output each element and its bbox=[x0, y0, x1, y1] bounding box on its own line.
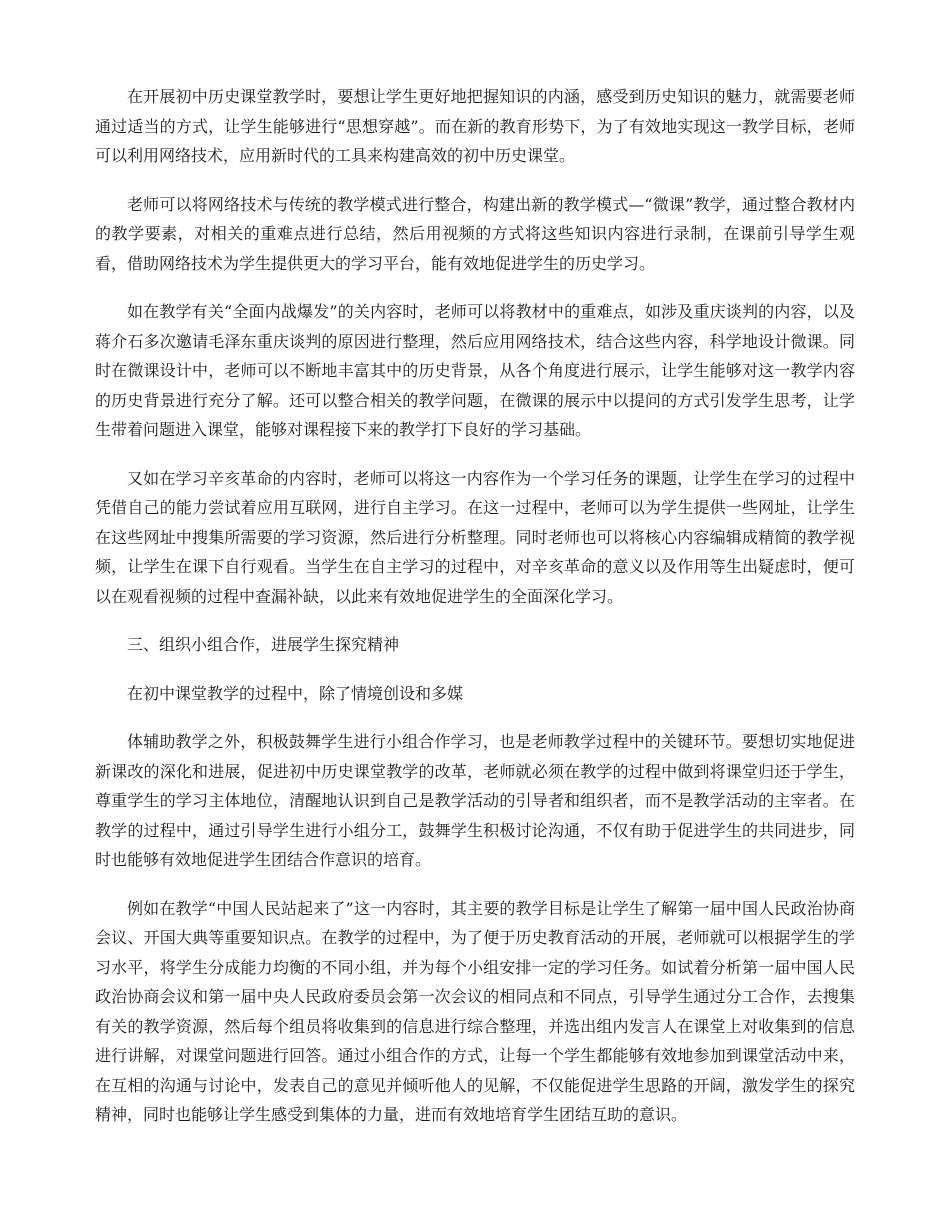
paragraph-1: 在开展初中历史课堂教学时，要想让学生更好地把握知识的内涵，感受到历史知识的魅力，就需要老师通过适当的方式，让学生能够进行“思想穿越”。而在新的教育形势下，为了有效地实现这一教学目标，老师可以利用网络技术，应用新时代的工具来构建高效的初中历史课堂。 bbox=[95, 87, 855, 165]
paragraph-4: 又如在学习辛亥革命的内容时，老师可以将这一内容作为一个学习任务的课题，让学生在学习的过程中凭借自己的能力尝试着应用互联网，进行自主学习。在这一过程中，老师可以为学生提供一些网址，让学生在这些网址中搜集所需要的学习资源，然后进行分析整理。同时老师也可以将核心内容编辑成精简的教学视频，让学生在课下自行观看。当学生在自主学习的过程中，对辛亥革命的意义以及作用等生出疑虑时，便可以在观看视频的过程中查漏补缺，以此来有效地促进学生的全面深化学习。 bbox=[95, 468, 855, 606]
document-page bbox=[95, 82, 855, 1149]
paragraph-7: 例如在教学“中国人民站起来了”这一内容时，其主要的教学目标是让学生了解第一届中国人民政治协商会议、开国大典等重要知识点。在教学的过程中，为了便于历史教育活动的开展，老师就可以根据学生的学习水平，将学生分成能力均衡的不同小组，并为每个小组安排一定的学习任务。如试着分析第一届中国人民政治协商会议和第一届中央人民政府委员会第一次会议的相同点和不同点，引导学生通过分工合作，去搜集有关的教学资源，然后每个组员将收集到的信息进行综合整理，并选出组内发言人在课堂上对收集到的信息进行讲解，对课堂问题进行回答。通过小组合作的方式，让每一个学生都能够有效地参加到课堂活动中来，在互相的沟通与讨论中，发表自己的意见并倾听他人的见解，不仅能促进学生思路的开阔，激发学生的探究精神，同时也能够让学生感受到集体的力量，进而有效地培育学生团结互助的意识。 bbox=[95, 898, 855, 1124]
paragraph-3: 如在教学有关“全面内战爆发”的关内容时，老师可以将教材中的重难点，如涉及重庆谈判的内容，以及蒋介石多次邀请毛泽东重庆谈判的原因进行整理，然后应用网络技术，结合这些内容，科学地设计微课。同时在微课设计中，老师可以不断地丰富其中的历史背景，从各个角度进行展示，让学生能够对这一教学内容的历史背景进行充分了解。还可以整合相关的教学问题，在微课的展示中以提问的方式引发学生思考，让学生带着问题进入课堂，能够对课程接下来的教学打下良好的学习基础。 bbox=[95, 302, 855, 439]
section-heading: 三、组织小组合作，进展学生探究精神 bbox=[127, 635, 400, 654]
paragraph-5: 在初中课堂教学的过程中，除了情境创设和多媒 bbox=[127, 683, 464, 703]
paragraph-6: 体辅助教学之外，积极鼓舞学生进行小组合作学习，也是老师教学过程中的关键环节。要想切实地促进新课改的深化和进展，促进初中历史课堂教学的改革，老师就必须在教学的过程中做到将课堂归还于学生，尊重学生的学习主体地位，清醒地认识到自己是教学活动的引导者和组织者，而不是教学活动的主宰者。在教学的过程中，通过引导学生进行小组分工，鼓舞学生积极讨论沟通，不仅有助于促进学生的共同进步，同时也能够有效地促进学生团结合作意识的培育。 bbox=[95, 732, 855, 869]
paragraph-2: 老师可以将网络技术与传统的教学模式进行整合，构建出新的教学模式—“微课”教学，通过整合教材内的教学要素，对相关的重难点进行总结，然后用视频的方式将这些知识内容进行录制，在课前引导学生观看，借助网络技术为学生提供更大的学习平台，能有效地促进学生的历史学习。 bbox=[95, 194, 855, 273]
